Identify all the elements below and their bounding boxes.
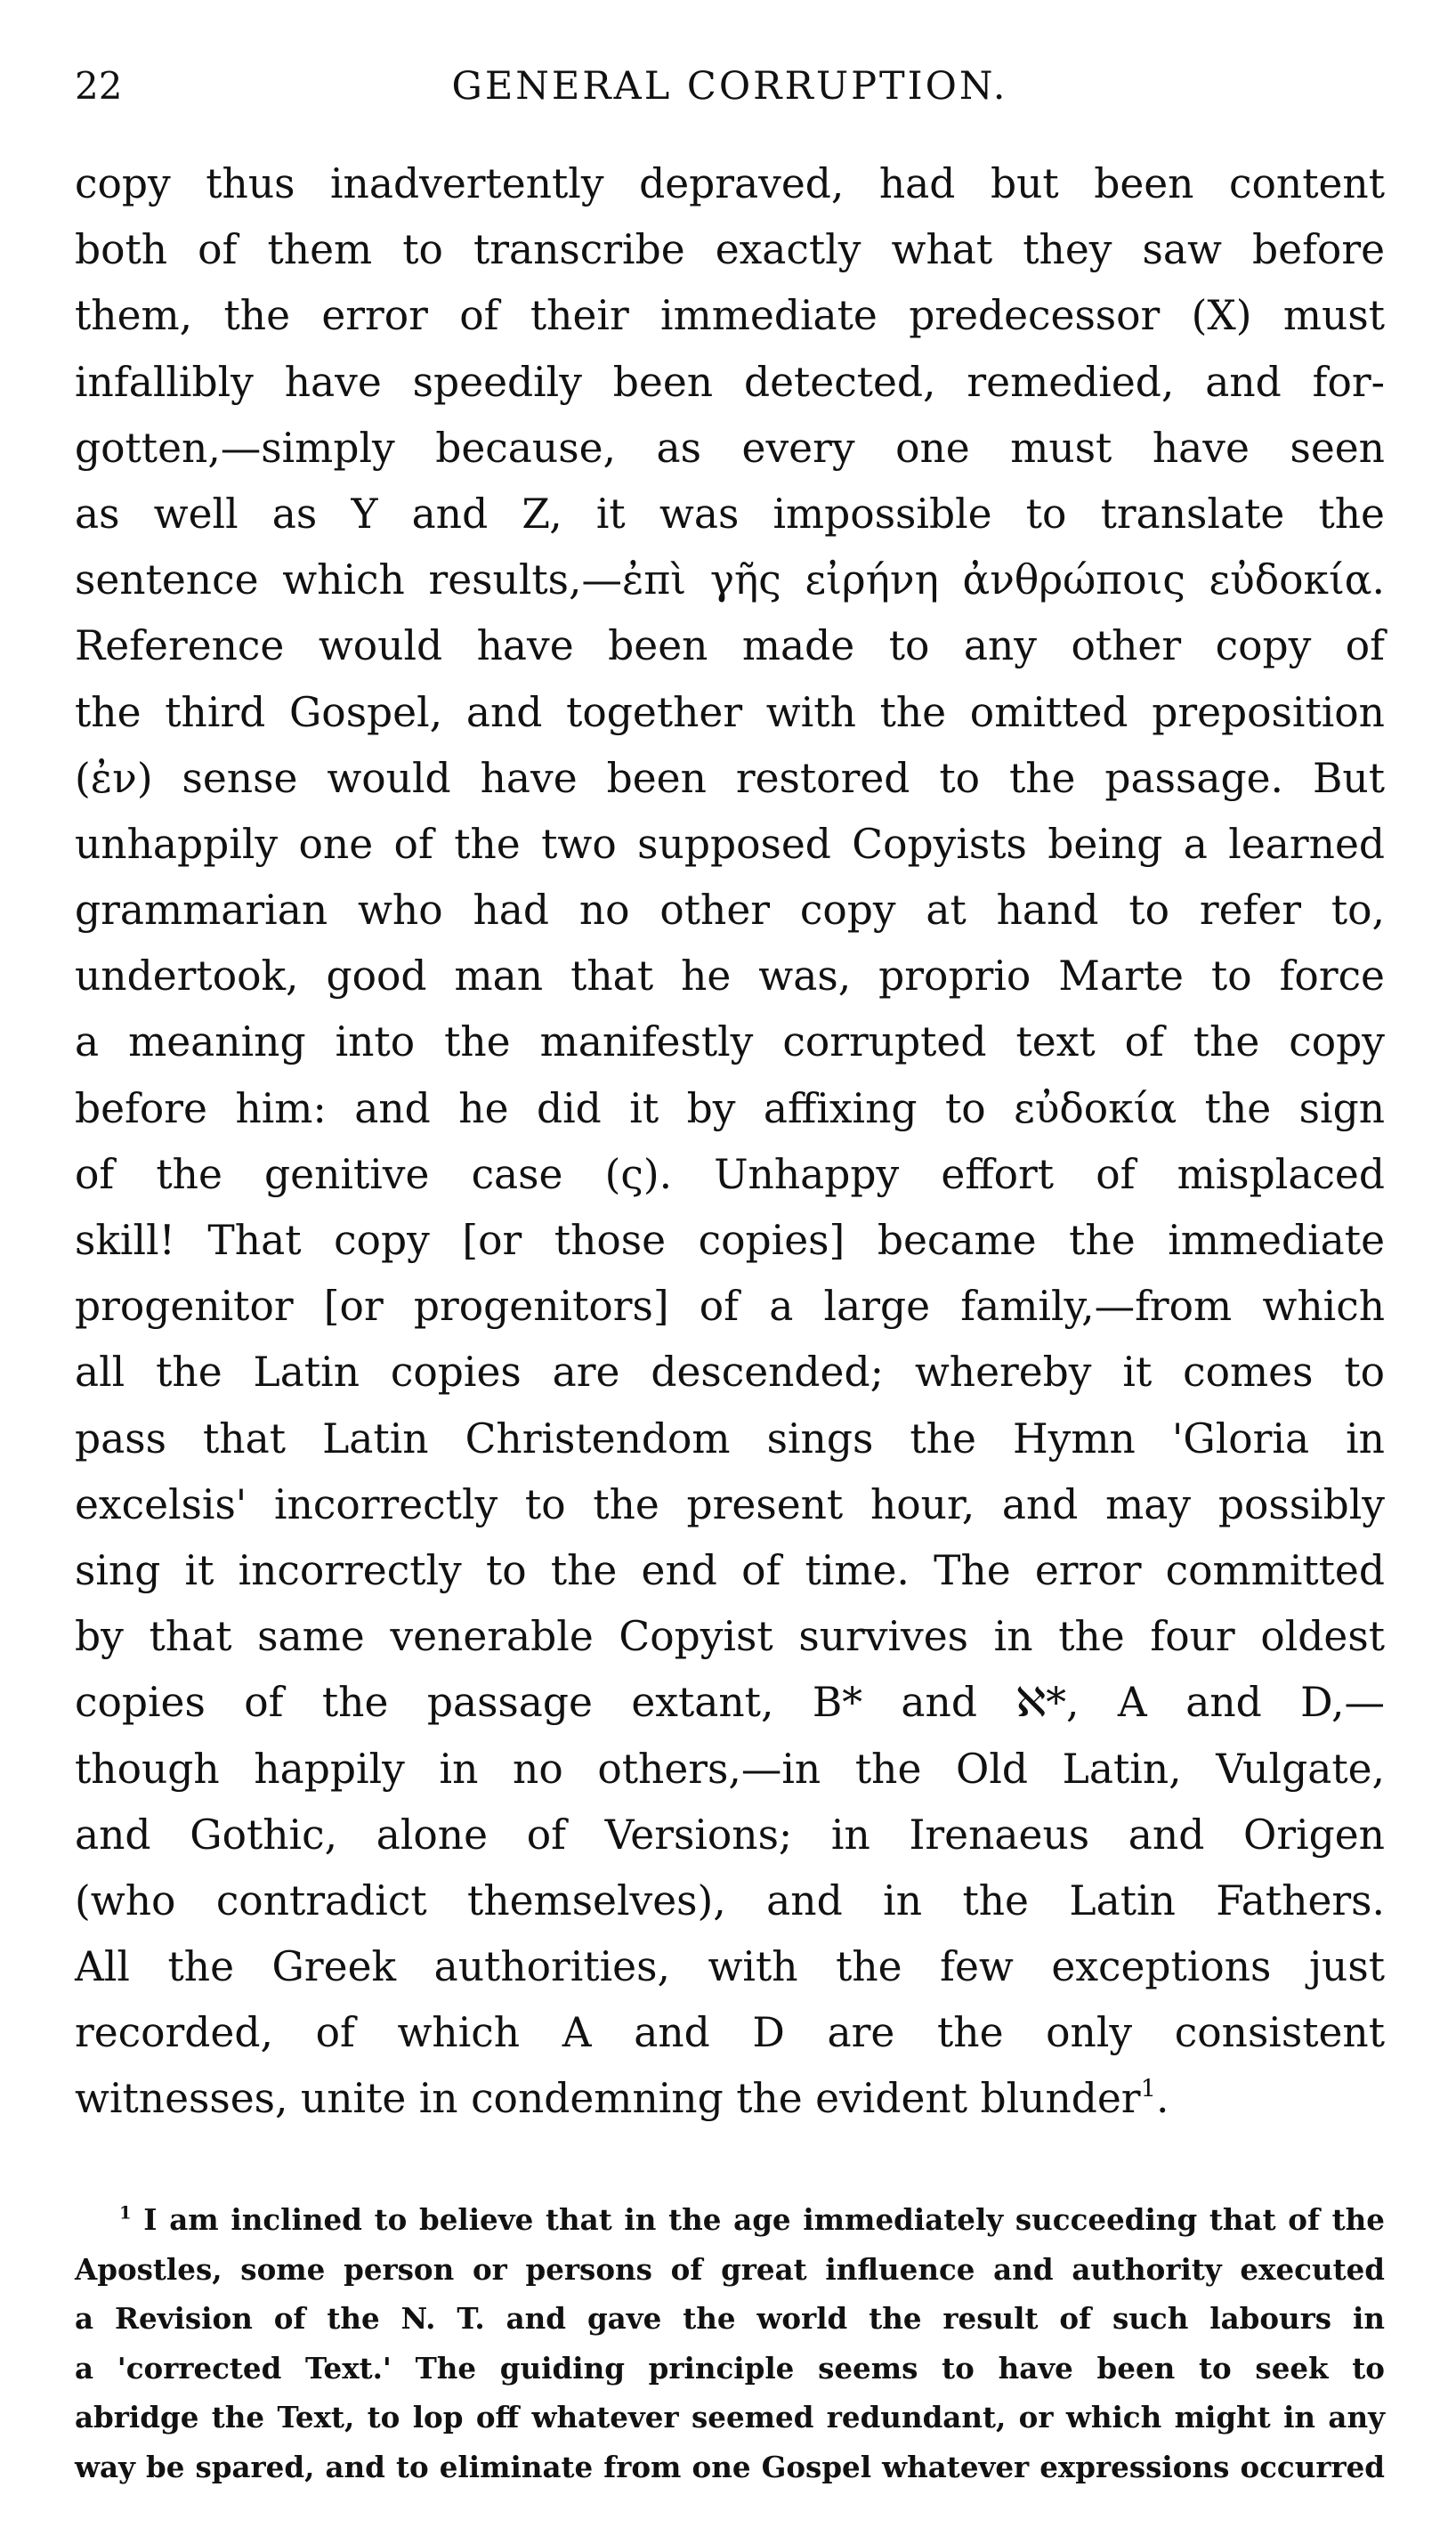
text-line: and Gothic, alone of Versions; in Irenaeus and Origen: [75, 1811, 1385, 1859]
text-line: gotten,—simply because, as every one must have seen: [75, 424, 1385, 472]
text-line: the third Gospel, and together with the omitted preposition: [75, 688, 1385, 736]
footnote-line: a 'corrected Text.' The guiding principle seems to have been to seek to: [75, 2350, 1385, 2386]
footnote-reference[interactable]: 1: [1140, 2075, 1156, 2103]
text-line: (ἐν) sense would have been restored to the passage. But: [75, 754, 1385, 802]
text-line: progenitor [or progenitors] of a large family,—from which: [75, 1283, 1385, 1331]
text-line: a meaning into the manifestly corrupted text of the copy: [75, 1018, 1385, 1066]
text-line: skill! That copy [or those copies] became the immediate: [75, 1217, 1385, 1264]
footnote-line: a Revision of the N. T. and gave the world the result of such labours in: [75, 2301, 1385, 2336]
footnote-line: way be spared, and to eliminate from one Gospel whatever expressions occurred: [75, 2449, 1385, 2484]
running-head: [75, 55, 1385, 117]
text-line: All the Greek authorities, with the few exceptions just: [75, 1943, 1385, 1991]
footnote-line-text: I am inclined to believe that in the age immediately succeeding that of the: [143, 2202, 1385, 2237]
text-line: both of them to transcribe exactly what they saw before: [75, 226, 1385, 274]
text-line: (who contradict themselves), and in the Latin Fathers.: [75, 1876, 1385, 1924]
text-line-content: witnesses, unite in condemning the evident blunder: [75, 2075, 1141, 2123]
text-line: recorded, of which A and D are the only consistent: [75, 2009, 1385, 2057]
text-line: them, the error of their immediate predecessor (X) must: [75, 292, 1385, 340]
text-line: though happily in no others,—in the Old Latin, Vulgate,: [75, 1745, 1385, 1793]
footnote-marker: 1: [119, 2202, 132, 2224]
main-text: [75, 151, 1385, 2133]
text-line: grammarian who had no other copy at hand to refer to,: [75, 887, 1385, 935]
text-line: sentence which results,—ἐπὶ γῆς εἰρήνη ἀνθρώποις εὐδοκία.: [75, 556, 1385, 604]
text-line-last: witnesses, unite in condemning the evident blunder$^1$.: [75, 2075, 1169, 2123]
text-line: copies of the passage extant, B* and ℵ*, A and D,—: [75, 1679, 1385, 1727]
page-number: 22: [75, 64, 123, 108]
text-line: undertook, good man that he was, proprio Marte to force: [75, 952, 1385, 1001]
text-line: before him: and he did it by affixing to εὐδοκία the sign: [75, 1084, 1385, 1132]
running-head-title: GENERAL CORRUPTION.: [451, 64, 1008, 109]
footnote-line: Apostles, some person or persons of great influence and authority executed: [75, 2251, 1385, 2287]
text-line: unhappily one of the two supposed Copyists being a learned: [75, 820, 1385, 868]
text-line: copy thus inadvertently depraved, had but been content: [75, 160, 1385, 207]
text-line: sing it incorrectly to the end of time. The error committed: [75, 1546, 1385, 1594]
text-line: Reference would have been made to any other copy of: [75, 622, 1385, 670]
text-line: pass that Latin Christendom sings the Hymn 'Gloria in: [75, 1414, 1385, 1462]
footnote-line: [75, 2195, 1385, 2245]
text-line: by that same venerable Copyist survives in the four oldest: [75, 1613, 1385, 1661]
text-line: as well as Y and Z, it was impossible to translate the: [75, 490, 1385, 538]
text-line: of the genitive case (ς). Unhappy effort of misplaced: [75, 1150, 1385, 1198]
text-line: infallibly have speedily been detected, remedied, and for-: [75, 358, 1385, 406]
text-line: excelsis' incorrectly to the present hour, and may possibly: [75, 1480, 1385, 1528]
footnote: [75, 2195, 1385, 2491]
footnote-line: abridge the Text, to lop off whatever seemed redundant, or which might in any: [75, 2400, 1385, 2435]
text-line: all the Latin copies are descended; whereby it comes to: [75, 1349, 1385, 1397]
